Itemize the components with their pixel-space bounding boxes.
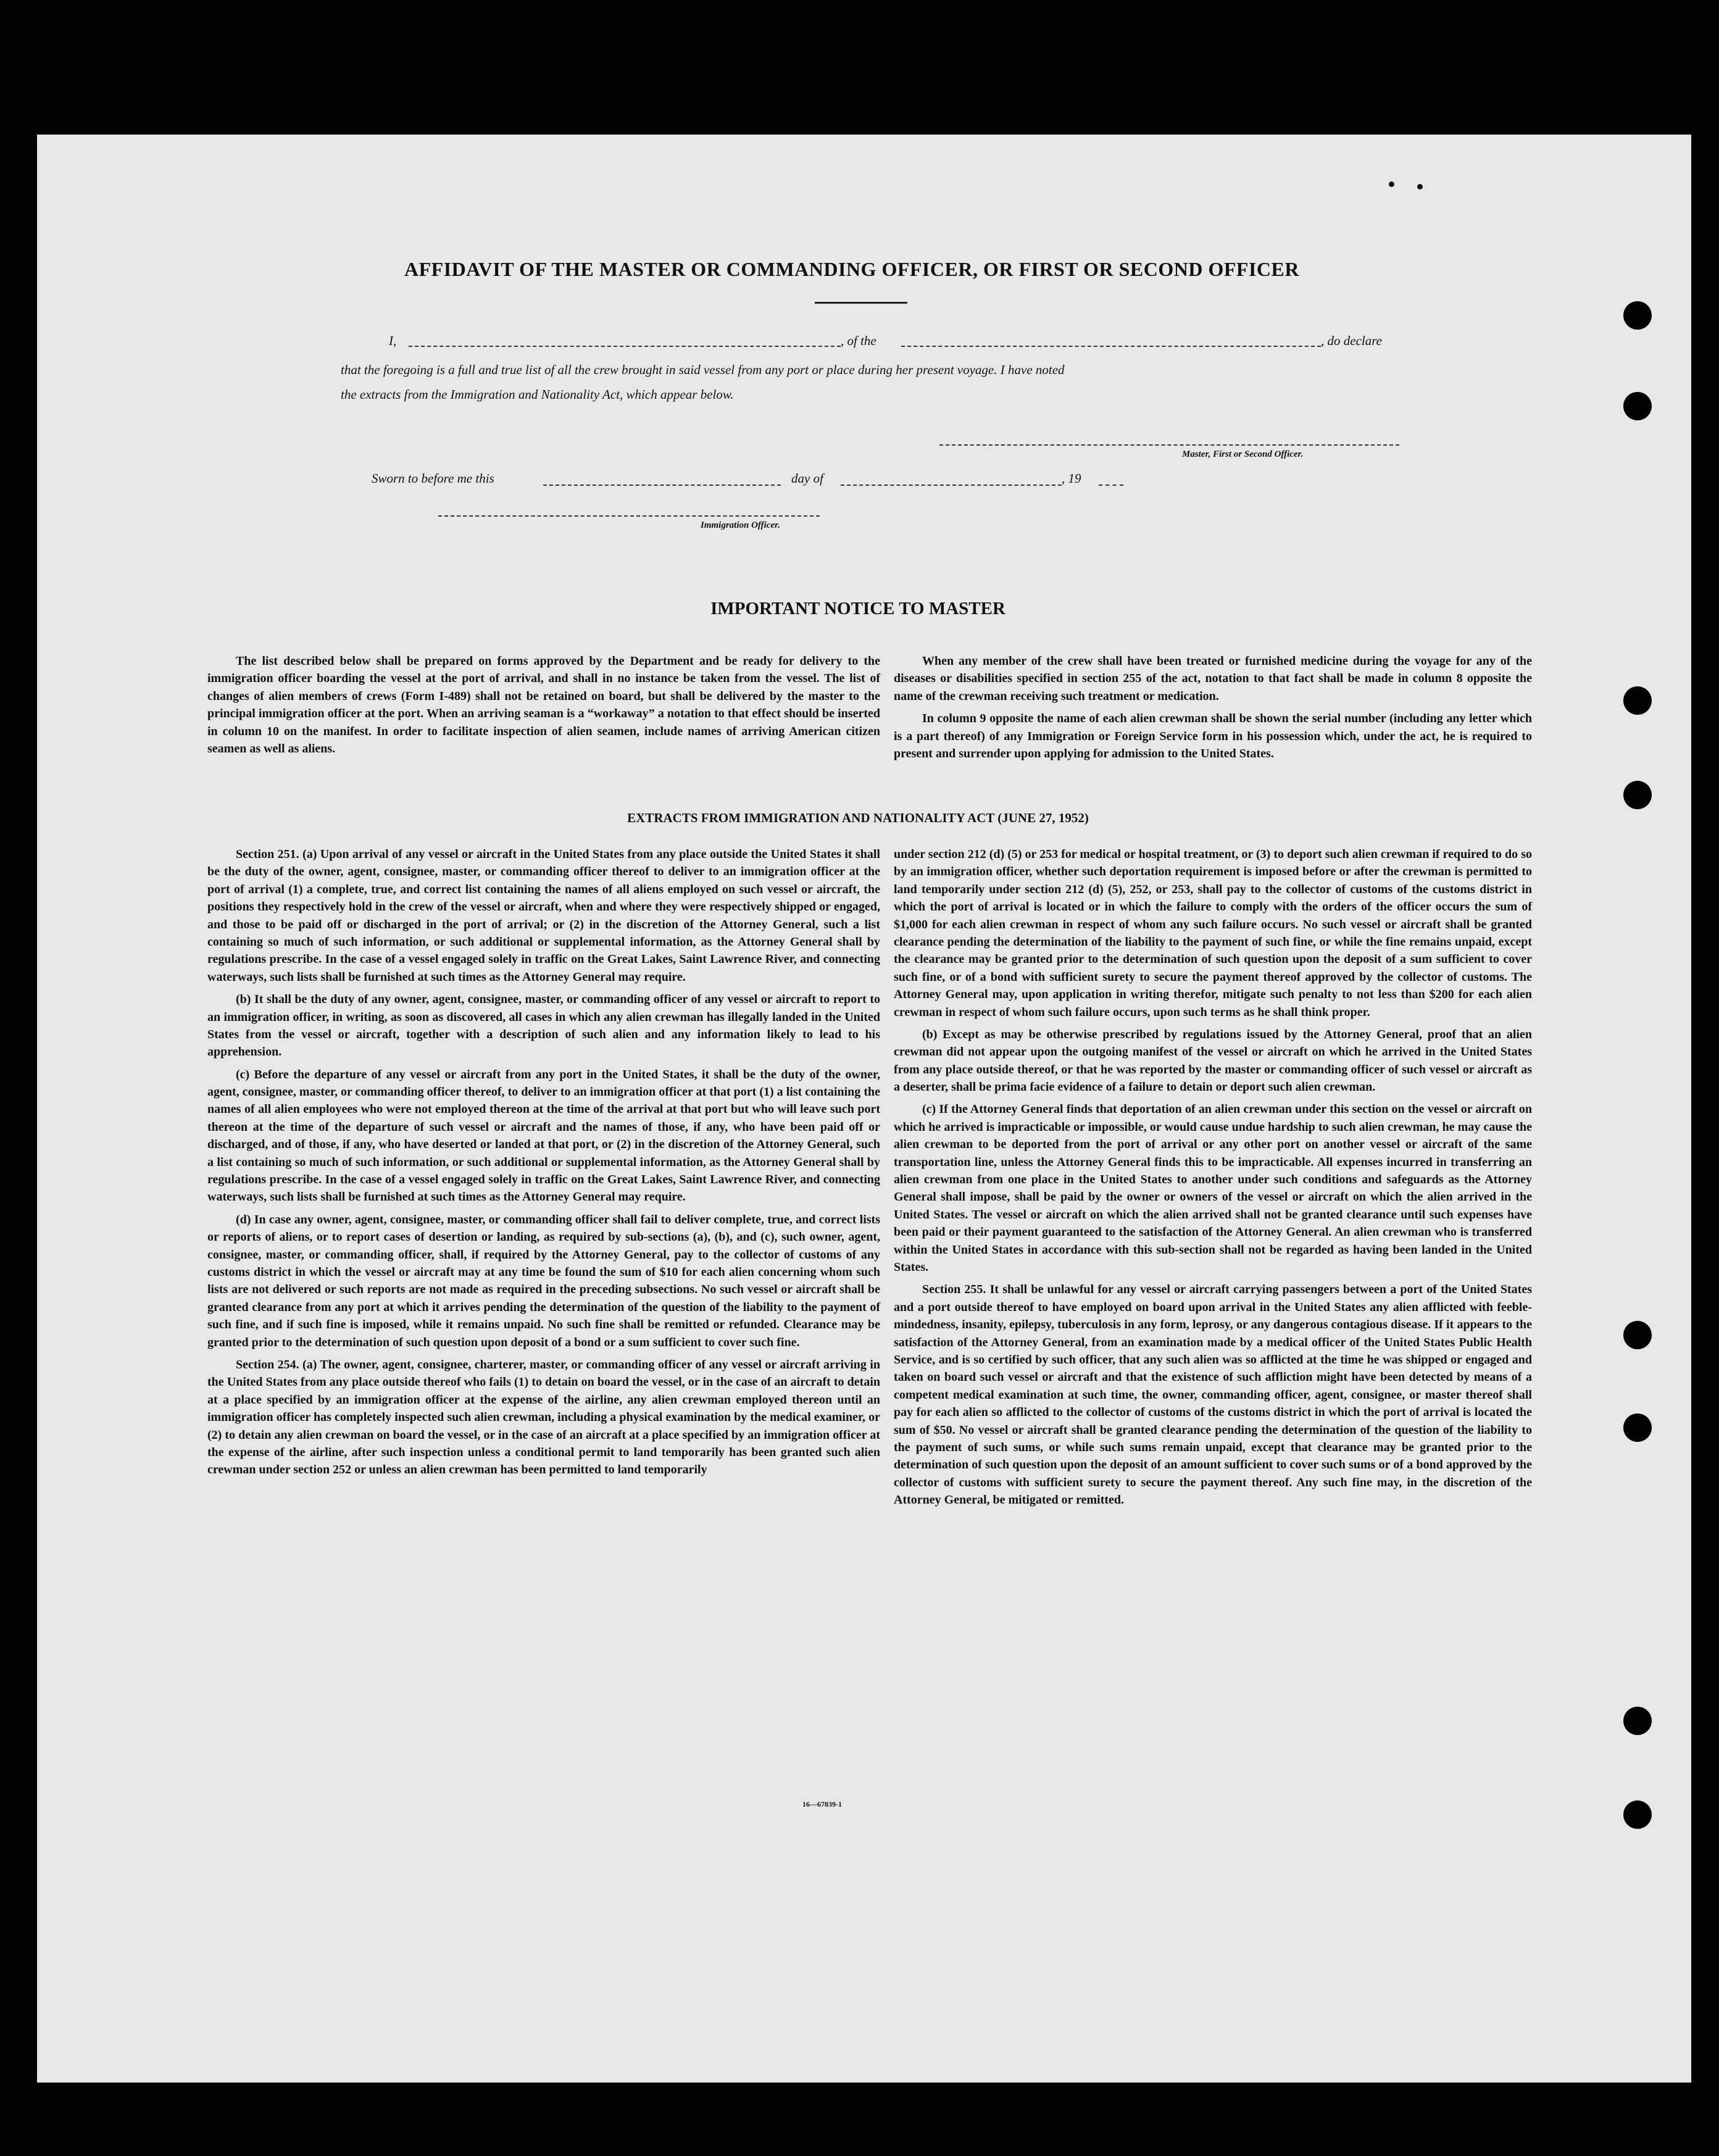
vessel-name-line[interactable] xyxy=(901,346,1321,347)
binder-hole xyxy=(1623,1707,1652,1735)
affidavit-of-the: , of the xyxy=(841,333,876,348)
notice-paragraph: When any member of the crew shall have been treated or furnished medicine during the voyage for any of the diseases or disabilities specified in section 255 of the act, notation to that fact shall be made in column 8 opposite the name of the crewman receiving such treatment or medication. xyxy=(894,654,1532,703)
notice-paragraph: The list described below shall be prepared on forms approved by the Department and be ready for delivery to the immigration officer boarding the vessel at the port of arrival, and shall in no instance be taken from the vessel. The list of changes of alien members of crews (Form I-489) shall not be retained on board, but shall be delivered by the master to the principal immigration officer at the port. When an arriving seaman is a “workaway” a notation to that effect should be inserted in column 10 on the manifest. In order to facilitate inspection of alien seamen, include names of arriving American citizen seamen as well as aliens. xyxy=(207,654,880,755)
sworn-year-line[interactable] xyxy=(1099,485,1123,486)
extract-paragraph: (c) Before the departure of any vessel or aircraft from any port in the United States, it shall be the duty of the owner, agent, consignee, master, or commanding officer thereof, to deliver to an immigration officer at that port (1) a list containing the names of all alien employees who were not employed thereon at the time of the arrival at that port but who will leave such port thereon at the time of the departure of such vessel or aircraft and the names of those, if any, who have been paid off or discharged, and of those, if any, who have deserted or landed at that port, or (2) in the discretion of the Attorney General, such a list containing so much of such information, or such additional or supplemental information, as the Attorney General shall by regulations prescribe. In the case of a vessel engaged solely in traffic on the Great Lakes, Saint Lawrence River, and connecting waterways, such lists shall be furnished at such times as the Attorney General may require. xyxy=(207,1067,880,1204)
title-underline xyxy=(815,302,907,304)
extracts-right-column xyxy=(894,846,1532,1513)
affidavit-i: I, xyxy=(389,333,397,348)
notice-paragraph: In column 9 opposite the name of each alien crewman shall be shown the serial number (including any letter which is a part thereof) of any Immigration or Foreign Service form in his possession which, under the act, he is required to present and surrender upon applying for admission to the United States. xyxy=(894,712,1532,760)
binder-hole xyxy=(1623,301,1652,330)
year-label: , 19 xyxy=(1062,471,1081,486)
sworn-label: Sworn to before me this xyxy=(372,471,494,486)
officer-caption: Immigration Officer. xyxy=(701,520,780,530)
extract-paragraph: under section 212 (d) (5) or 253 for medical or hospital treatment, or (3) to deport such alien crewman if required to do so by an immigration officer, whether such deportation requirement is imposed before or after the crewman is permitted to land temporarily under section 212 (d) (5), 252, or 253, shall pay to the collector of customs of the customs district in which the port of arrival is located or in which the failure to comply with the orders of the officer occurs the sum of $1,000 for each alien crewman in respect of whom any such failure occurs. No such vessel or aircraft shall be granted clearance pending the determination of the liability to the payment of such fine, or while the fine remains unpaid, except the clearance may be granted prior to the determination of such question upon the deposit of a sum sufficient to cover such fine, or of a bond with sufficient surety to secure the payment thereof approved by the collector of customs. The Attorney General may, upon application in writing therefor, mitigate such penalty to not less than $200 for each alien crewman in respect of whom such failure occurs, upon such terms as he shall think proper. xyxy=(894,847,1532,1019)
day-of-label: day of xyxy=(791,471,823,486)
notice-left-column xyxy=(207,652,880,762)
affidavit-do-declare: , do declare xyxy=(1321,333,1382,348)
binder-hole xyxy=(1623,1800,1652,1829)
binder-hole xyxy=(1623,781,1652,809)
master-caption: Master, First or Second Officer. xyxy=(1182,449,1304,459)
notice-title: IMPORTANT NOTICE TO MASTER xyxy=(710,599,1005,618)
sworn-day-line[interactable] xyxy=(543,485,781,486)
extracts-title: EXTRACTS FROM IMMIGRATION AND NATIONALITY ACT (JUNE 27, 1952) xyxy=(627,810,1089,825)
affidavit-line-2: that the foregoing is a full and true list of all the crew brought in said vessel from any port or place during her present voyage. I have noted xyxy=(341,362,1065,377)
affidavit-line-3: the extracts from the Immigration and Nationality Act, which appear below. xyxy=(341,387,734,402)
master-name-line[interactable] xyxy=(409,346,841,347)
extract-paragraph: Section 254. (a) The owner, agent, consignee, charterer, master, or commanding officer of any vessel or aircraft arriving in the United States from any place outside thereof who fails (1) to detain on board the vessel, or in the case of an aircraft to detain at a place specified by an immigration officer at the expense of the airline, any alien crewman employed thereon until an immigration officer has completely inspected such alien crewman, including a physical examination by the medical examiner, or (2) to detain any alien crewman on board the vessel, or in the case of an aircraft at a place specified by an immigration officer at the expense of the airline, after such inspection unless a conditional permit to land temporarily has been granted such alien crewman under section 252 or unless an alien crewman has been permitted to land temporarily xyxy=(207,1357,880,1477)
officer-signature-line[interactable] xyxy=(438,515,820,517)
extracts-left-column xyxy=(207,846,880,1484)
notice-right-column xyxy=(894,652,1532,767)
sworn-month-line[interactable] xyxy=(841,485,1062,486)
speck xyxy=(1417,184,1423,189)
extract-paragraph: Section 251. (a) Upon arrival of any vessel or aircraft in the United States from any place outside the United States it shall be the duty of the owner, agent, consignee, master, or commanding officer thereof to deliver to an immigration officer at the port of arrival (1) a complete, true, and correct list containing the names of all aliens employed on such vessel or aircraft, the positions they respectively hold in the crew of the vessel or aircraft, when and where they were respectively shipped or engaged, and those to be paid off or discharged in the port of arrival; or (2) in the discretion of the Attorney General, such a list containing so much of such information, or such additional or supplemental information, as the Attorney General shall by regulations prescribe. In the case of a vessel engaged solely in traffic on the Great Lakes, Saint Lawrence River, and connecting waterways, such lists shall be furnished at such times as the Attorney General may require. xyxy=(207,847,880,984)
master-signature-line[interactable] xyxy=(939,444,1399,446)
extract-paragraph: (c) If the Attorney General finds that deportation of an alien crewman under this section on the vessel or aircraft on which he arrived is impracticable or impossible, or would cause undue hardship to such alien crewman, he may cause the alien crewman to be deported from the port of arrival or any other port on another vessel or aircraft of the same transportation line, unless the Attorney General finds this to be impracticable. All expenses incurred in transferring an alien crewman from one place in the United States to another under such conditions and safeguards as the Attorney General shall impose, shall be paid by the owner or owners of the vessel or aircraft on which the alien arrived in the United States. The vessel or aircraft on which the alien arrived shall not be granted clearance until such expenses have been paid or their payment guaranteed to the satisfaction of the Attorney General. An alien crewman who is transferred within the United States in accordance with this sub-section shall not be regarded as having been landed in the United States. xyxy=(894,1102,1532,1274)
extract-paragraph: (b) Except as may be otherwise prescribed by regulations issued by the Attorney General, proof that an alien crewman did not appear upon the outgoing manifest of the vessel or aircraft on which he arrived in the United States from any place outside thereof, or that he was reported by the master or commanding officer of such vessel or aircraft as a deserter, shall be prima facie evidence of a failure to detain or deport such alien crewman. xyxy=(894,1027,1532,1094)
affidavit-title: AFFIDAVIT OF THE MASTER OR COMMANDING OFFICER, OR FIRST OR SECOND OFFICER xyxy=(404,258,1299,280)
speck xyxy=(1389,181,1394,187)
extract-paragraph: (b) It shall be the duty of any owner, agent, consignee, master, or commanding officer of any vessel or aircraft to report to an immigration officer, in writing, as soon as discovered, all cases in which any alien crewman has illegally landed in the United States from the vessel or aircraft, together with a description of such alien and any information likely to lead to his apprehension. xyxy=(207,993,880,1059)
form-number: 16—67839-1 xyxy=(802,1800,842,1808)
extract-paragraph: Section 255. It shall be unlawful for any vessel or aircraft carrying passengers between a port of the United States and a port outside thereof to have employed on board upon arrival in the United States any alien afflicted with feeble-mindedness, insanity, epilepsy, tuberculosis in any form, leprosy, or any dangerous contagious disease. If it appears to the satisfaction of the Attorney General, from an examination made by a medical officer of the United States Public Health Service, and is so certified by such officer, that any such alien was so afflicted at the time he was shipped or engaged and taken on board such vessel or aircraft and that the existence of such affliction might have been detected by means of a competent medical examination at such time, the owner, commanding officer, agent, consignee, or master thereof shall pay for each alien so afflicted to the collector of customs of the customs district in which the port of arrival is located the sum of $50. No vessel or aircraft shall be granted clearance pending the determination of the question of the liability to the payment of such sums, or while such sums remain unpaid, except that clearance may be granted prior to the determination of such question upon the deposit of an amount sufficient to cover such sums or of a bond approved by the collector of customs with sufficient surety to secure the payment thereof. Any such fine may, in the discretion of the Attorney General, be mitigated or remitted. xyxy=(894,1283,1532,1507)
binder-hole xyxy=(1623,1321,1652,1349)
binder-hole xyxy=(1623,392,1652,420)
extract-paragraph: (d) In case any owner, agent, consignee, master, or commanding officer shall fail to deliver complete, true, and correct lists or reports of aliens, or to report cases of desertion or landing, as required by sub-sections (a), (b), and (c), such owner, agent, consignee, master, or commanding officer, shall, if required by the Attorney General, pay to the collector of customs of any customs district in which the vessel or aircraft may at any time be found the sum of $10 for each alien concerning whom such lists are not delivered or such reports are not made as required in the preceding subsections. No such vessel or aircraft shall be granted clearance from any port at which it arrives pending the determination of the question of the liability to the payment of such fine, and if such fine is imposed, while it remains unpaid. No such fine shall be remitted or refunded. Clearance may be granted prior to the determination of such question upon deposit of a bond or a sum sufficient to cover such fine. xyxy=(207,1212,880,1349)
binder-hole xyxy=(1623,1413,1652,1442)
binder-hole xyxy=(1623,686,1652,715)
